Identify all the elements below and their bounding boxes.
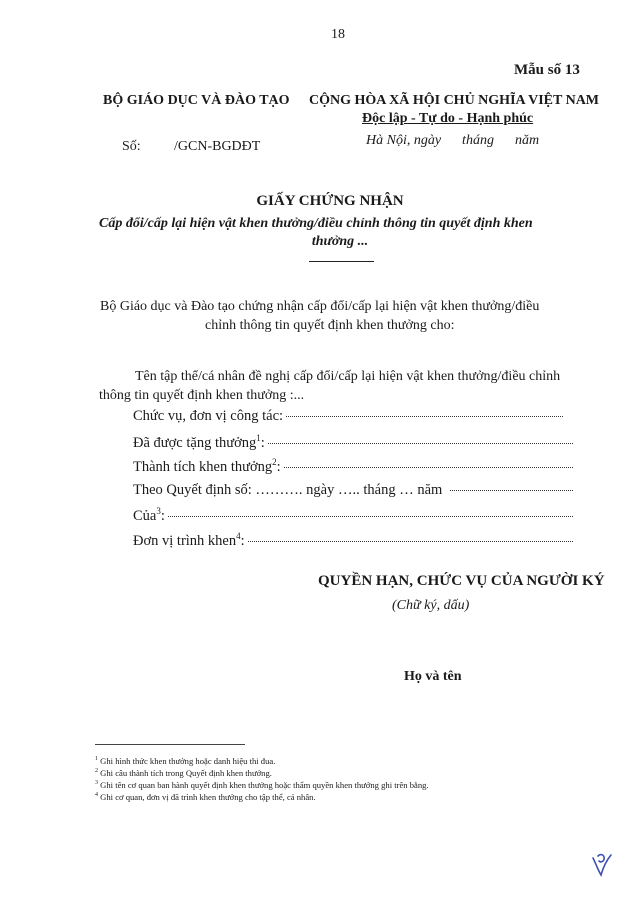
signer-name: Họ và tên <box>404 669 462 684</box>
place-date: Hà Nội, ngày tháng năm <box>366 133 540 148</box>
document-subtitle-line2: thưởng ... <box>311 234 369 249</box>
field-position-label: Chức vụ, đơn vị công tác: <box>133 408 284 424</box>
document-title: GIẤY CHỨNG NHẬN <box>256 193 404 209</box>
field-of-dots <box>168 516 573 517</box>
footnote-text-1: Ghi hình thức khen thưởng hoặc danh hiệu thi đua. <box>100 756 276 766</box>
field-position <box>133 408 563 425</box>
field-achievement-label: Thành tích khen thưởng <box>133 458 273 475</box>
field-of: Của$^3$: <box>133 506 573 525</box>
title-divider <box>309 261 374 262</box>
document-subtitle-line1: Cấp đổi/cấp lại hiện vật khen thưởng/điều chỉnh thông tin quyết định khen <box>99 216 533 231</box>
national-motto: Độc lập - Tự do - Hạnh phúc <box>362 111 534 126</box>
field-awarded-dots <box>268 443 573 444</box>
footnote-2 <box>95 768 272 778</box>
footnote-text-4: Ghi cơ quan, đơn vị đã trình khen thưởng cho tập thể, cá nhân. <box>100 792 316 802</box>
country-name: CỘNG HÒA XÃ HỘI CHỦ NGHĨA VIỆT NAM <box>309 93 600 108</box>
footnote-1 <box>95 756 275 766</box>
field-submitting-unit: Đơn vị trình khen$^4$: <box>133 531 573 550</box>
sign-note: (Chữ ký, dấu) <box>392 598 470 613</box>
applicant-line-1: Tên tập thể/cá nhân đề nghị cấp đổi/cấp lại hiện vật khen thưởng/điều chỉnh <box>135 369 561 384</box>
footnote-mark-4: 4 <box>95 792 98 799</box>
intro-line-1: Bộ Giáo dục và Đào tạo chứng nhận cấp đổi/cấp lại hiện vật khen thưởng/điều <box>100 299 540 314</box>
footnote-ref-4: 4 <box>236 531 241 541</box>
field-awarded: Đã được tặng thưởng$^1$: <box>133 433 573 452</box>
page-number: 18 <box>331 27 345 42</box>
footnote-4 <box>95 792 316 802</box>
footnote-separator <box>95 744 245 745</box>
footnote-text-2: Ghi câu thành tích trong Quyết định khen thưởng. <box>100 768 272 778</box>
field-of-label: Của <box>133 507 157 524</box>
applicant-line-2: thông tin quyết định khen thưởng :... <box>99 388 305 403</box>
field-position-dots <box>286 416 563 417</box>
footnote-text-3: Ghi tên cơ quan ban hành quyết định khen thưởng hoặc thẩm quyền khen thưởng ghi trên bằng. <box>100 780 429 790</box>
footnote-3 <box>95 780 429 790</box>
footnote-mark-2: 2 <box>95 768 98 775</box>
field-decision-dots <box>450 490 573 491</box>
intro-line-2: chỉnh thông tin quyết định khen thưởng cho: <box>205 318 455 333</box>
footnote-ref-2: 2 <box>272 457 277 467</box>
field-decision <box>133 482 573 499</box>
field-submitting-unit-label: Đơn vị trình khen <box>133 532 237 549</box>
footnote-ref-3: 3 <box>156 506 161 516</box>
form-code: Mẫu số 13 <box>514 62 580 78</box>
number-label: Số: <box>122 139 141 154</box>
field-submitting-unit-dots <box>248 541 573 542</box>
field-achievement: Thành tích khen thưởng$^2$: <box>133 457 573 476</box>
handwritten-initial-mark <box>589 850 617 880</box>
ministry-name: BỘ GIÁO DỤC VÀ ĐÀO TẠO <box>103 93 290 108</box>
field-achievement-dots <box>284 467 573 468</box>
footnote-mark-3: 3 <box>95 780 98 787</box>
signer-authority: QUYỀN HẠN, CHỨC VỤ CỦA NGƯỜI KÝ <box>318 573 605 589</box>
number-suffix: /GCN-BGDĐT <box>174 139 261 154</box>
footnote-ref-1: 1 <box>256 433 261 443</box>
field-awarded-label: Đã được tặng thưởng <box>133 434 257 451</box>
footnote-mark-1: 1 <box>95 756 98 763</box>
field-decision-label: Theo Quyết định số: ………. ngày ….. tháng … năm <box>133 482 443 498</box>
